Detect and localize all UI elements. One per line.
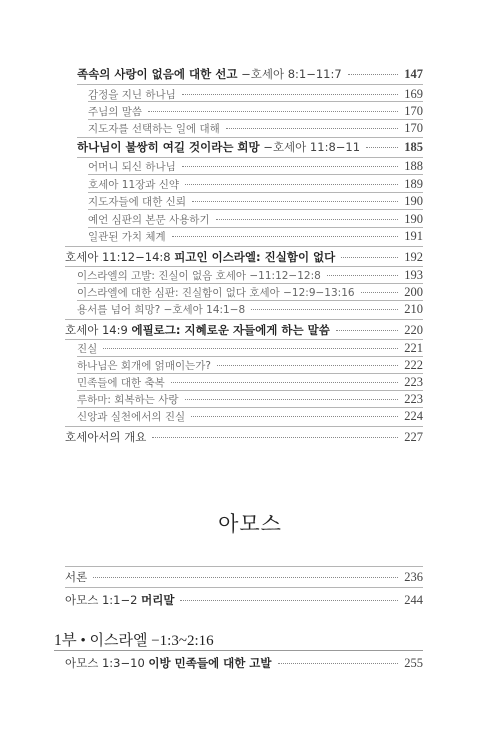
dot-leader: [182, 94, 398, 95]
dot-leader: [366, 147, 398, 148]
page-number: 188: [404, 159, 423, 173]
toc-entry[interactable]: [65, 322, 423, 338]
toc-entry-title: 아모스 1:3−10 이방 민족들에 대한 고발: [65, 656, 272, 670]
toc-subentry[interactable]: [88, 229, 423, 244]
divider: [77, 407, 423, 408]
toc-entry-title: 하나님이 불쌍히 여길 것이라는 희망 −호세아 11:8−11: [77, 140, 361, 154]
dot-leader: [341, 257, 398, 258]
book-title: 아모스: [218, 512, 282, 536]
toc-entry-title: 신앙과 실천에서의 진실: [77, 411, 186, 423]
toc-subentry[interactable]: [77, 358, 423, 373]
divider: [77, 373, 423, 374]
divider: [88, 174, 423, 175]
toc-subentry[interactable]: [77, 392, 423, 407]
toc-subentry[interactable]: [77, 341, 423, 356]
divider: [65, 266, 423, 267]
toc-subentry[interactable]: [88, 212, 423, 227]
page-number: 169: [404, 87, 423, 101]
page-number: 244: [404, 593, 423, 607]
dot-leader: [172, 236, 399, 237]
toc-entry-title: 민족들에 대한 축복: [77, 377, 165, 389]
page-number: 192: [404, 250, 423, 264]
divider: [65, 587, 423, 588]
toc-subentry[interactable]: [77, 268, 423, 283]
divider: [77, 283, 423, 284]
toc-subentry[interactable]: [88, 177, 423, 192]
dot-leader: [152, 437, 398, 438]
divider: [88, 192, 423, 193]
toc-subentry[interactable]: [88, 159, 423, 174]
toc-subentry[interactable]: [88, 194, 423, 209]
page-number: 224: [404, 409, 423, 423]
toc-entry[interactable]: [65, 429, 423, 445]
dot-leader: [103, 348, 398, 349]
dot-leader: [361, 292, 399, 293]
divider: [88, 227, 423, 228]
toc-entry[interactable]: [65, 569, 423, 585]
toc-entry-title: 지도자를 선택하는 일에 대해: [88, 123, 220, 135]
divider: [65, 566, 423, 567]
dot-leader: [348, 74, 399, 75]
toc-entry-title: 호세아 11:12−14:8 피고인 이스라엘: 진실함이 없다: [65, 250, 336, 264]
part-number: 1부: [54, 632, 77, 649]
page-number: 193: [404, 268, 423, 282]
page-number: 221: [404, 341, 423, 355]
dot-leader: [278, 663, 399, 664]
page-number: 210: [404, 302, 423, 316]
part-title: • 이스라엘 −1:3~2:16: [76, 633, 214, 649]
page-number: 147: [404, 67, 423, 81]
divider: [88, 209, 423, 210]
divider: [77, 157, 423, 158]
toc-subentry[interactable]: [77, 285, 423, 300]
toc-subentry[interactable]: [88, 104, 423, 119]
dot-leader: [336, 330, 398, 331]
page-number: 185: [404, 140, 423, 154]
toc-entry-title: 호세아 14:9 에필로그: 지혜로운 자들에게 하는 말씀: [65, 323, 330, 337]
page-number: 200: [404, 285, 423, 299]
dot-leader: [148, 111, 398, 112]
page-number: 223: [404, 392, 423, 406]
dot-leader: [191, 416, 398, 417]
toc-subentry[interactable]: [77, 409, 423, 424]
dot-leader: [180, 600, 398, 601]
divider: [65, 426, 423, 427]
divider: [77, 356, 423, 357]
toc-entry-title: 주님의 말씀: [88, 106, 143, 118]
divider: [65, 246, 423, 247]
toc-subentry[interactable]: [88, 121, 423, 136]
dot-leader: [185, 184, 398, 185]
toc-entry-title: 용서를 넘어 희망? −호세아 14:1−8: [77, 304, 246, 316]
dot-leader: [93, 577, 398, 578]
part-heading[interactable]: [54, 628, 214, 650]
divider: [88, 101, 423, 102]
dot-leader: [185, 399, 399, 400]
toc-entry[interactable]: [65, 249, 423, 265]
page-number: 220: [404, 323, 423, 337]
divider: [77, 137, 423, 138]
page-number: 236: [404, 570, 423, 584]
dot-leader: [192, 201, 398, 202]
toc-entry-title: 서론: [65, 570, 88, 584]
dot-leader: [251, 309, 398, 310]
divider: [77, 84, 423, 85]
dot-leader: [217, 365, 398, 366]
toc-entry-title: 아모스 1:1−2 머리말: [65, 593, 175, 607]
divider: [77, 390, 423, 391]
divider: [65, 339, 423, 340]
page-number: 190: [404, 212, 423, 226]
toc-entry-title: 어머니 되신 하나님: [88, 161, 176, 173]
toc-subentry[interactable]: [77, 302, 423, 317]
toc-entry-title: 진실: [77, 343, 98, 355]
toc-entry-title: 하나님은 회개에 얽매이는가?: [77, 360, 211, 372]
toc-entry-title: 루하마: 회복하는 사랑: [77, 394, 179, 406]
page-number: 189: [404, 177, 423, 191]
page-number: 170: [404, 104, 423, 118]
page-number: 223: [404, 375, 423, 389]
toc-entry-title: 호세아 11장과 신약: [88, 179, 180, 191]
toc-entry[interactable]: [77, 66, 423, 82]
page-number: 190: [404, 194, 423, 208]
toc-entry-title: 이스라엘에 대한 심판: 진실함이 없다 호세아 −12:9−13:16: [77, 287, 355, 299]
dot-leader: [327, 275, 398, 276]
toc-entry-title: 족속의 사랑이 없음에 대한 선고 −호세아 8:1−11:7: [77, 67, 342, 81]
page-number: 227: [404, 430, 423, 444]
toc-subentry[interactable]: [77, 375, 423, 390]
dot-leader: [216, 219, 399, 220]
toc-entry-title: 지도자들에 대한 신뢰: [88, 196, 186, 208]
divider: [54, 650, 423, 651]
page-number: 222: [404, 358, 423, 372]
page-number: 191: [404, 229, 423, 243]
divider: [88, 119, 423, 120]
toc-entry-title: 일관된 가치 체계: [88, 231, 166, 243]
page-number: 255: [404, 656, 423, 670]
toc-entry-title: 호세아서의 개요: [65, 430, 147, 444]
toc-entry-title: 감정을 지닌 하나님: [88, 89, 176, 101]
toc-subentry[interactable]: [88, 87, 423, 102]
toc-entry[interactable]: [65, 655, 423, 671]
toc-entry-title: 예언 심판의 본문 사용하기: [88, 214, 210, 226]
toc-entry[interactable]: [65, 592, 423, 608]
dot-leader: [182, 166, 398, 167]
page-number: 170: [404, 121, 423, 135]
toc-entry[interactable]: [77, 139, 423, 155]
divider: [65, 319, 423, 320]
toc-entry-title: 이스라엘의 고발: 진실이 없음 호세아 −11:12−12:8: [77, 270, 321, 282]
dot-leader: [171, 382, 398, 383]
dot-leader: [226, 128, 399, 129]
divider: [77, 300, 423, 301]
